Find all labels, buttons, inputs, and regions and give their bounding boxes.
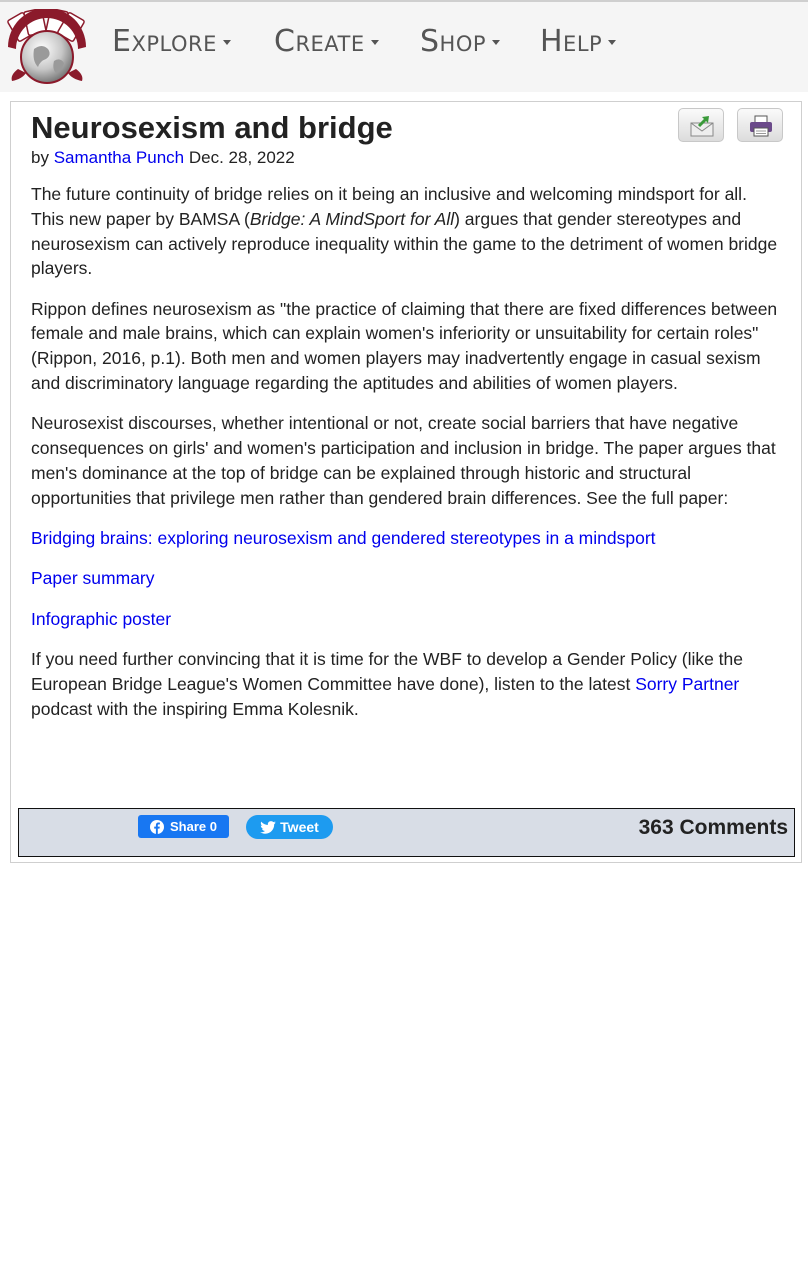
paper-summary-link[interactable]: Paper summary — [31, 568, 155, 589]
paragraph-closing-text-b: podcast with the inspiring Emma Kolesnik. — [31, 698, 359, 719]
byline — [31, 148, 295, 168]
nav-create-label: Create — [274, 24, 365, 59]
nav-explore-label: Explore — [112, 24, 217, 59]
printer-icon — [748, 114, 774, 138]
paragraph-closing — [31, 647, 783, 721]
comments-count-link[interactable]: 363 Comments — [638, 816, 788, 839]
post-date: Dec. 28, 2022 — [188, 148, 295, 167]
facebook-icon — [150, 820, 164, 834]
nav-create[interactable] — [274, 24, 379, 59]
caret-down-icon — [608, 40, 616, 45]
paragraph-poster-link — [31, 607, 783, 632]
bridge-winners-logo[interactable] — [4, 9, 90, 85]
author-link[interactable]: Samantha Punch — [53, 148, 185, 167]
infographic-poster-link[interactable]: Infographic poster — [31, 608, 172, 629]
caret-down-icon — [492, 40, 500, 45]
sorry-partner-link[interactable]: Sorry Partner — [635, 673, 740, 694]
nav-shop[interactable] — [420, 24, 500, 59]
email-share-icon — [689, 114, 715, 138]
twitter-bird-icon — [260, 821, 276, 834]
paragraph-intro — [31, 182, 783, 281]
paragraph-intro-text-b: ) argues that gender stereotypes and neurosexism can actively reproduce inequality within the game to the detriment of women bridge players. — [31, 208, 778, 279]
paragraph-intro-text-a: The future continuity of bridge relies on it being an inclusive and welcoming mindsport for all. This new paper by BAMSA ( — [31, 184, 747, 229]
nav-explore[interactable] — [112, 24, 231, 59]
caret-down-icon — [223, 40, 231, 45]
facebook-share-button[interactable] — [138, 815, 229, 838]
bamsa-name: Bridge: A MindSport for All — [249, 208, 455, 229]
tweet-button[interactable] — [246, 815, 333, 839]
byline-prefix: by — [31, 148, 49, 167]
article-title: Neurosexism and bridge — [31, 110, 393, 145]
paragraph-closing-text-a: If you need further convincing that it is time for the WBF to develop a Gender Policy (like the European Bridge League's Women Committee have done), listen to the latest — [31, 648, 744, 694]
nav-help[interactable] — [540, 24, 616, 59]
paragraph-definition: Rippon defines neurosexism as "the practice of claiming that there are fixed differences between female and male brains, which can explain women's inferiority or unsuitability for certain roles" (Rippon, 2016, p.1). Both men and women players may inadvertently engage in casual sexism and discriminatory language regarding the aptitudes and abilities of women players. — [31, 298, 778, 394]
caret-down-icon — [371, 40, 379, 45]
facebook-share-label: Share 0 — [170, 819, 217, 834]
nav-help-label: Help — [540, 24, 603, 59]
share-bar — [18, 808, 795, 857]
full-paper-link[interactable]: Bridging brains: exploring neurosexism and gendered stereotypes in a mindsport — [31, 528, 656, 549]
tweet-label: Tweet — [280, 819, 319, 835]
article-body — [31, 182, 783, 737]
article-panel — [10, 101, 802, 863]
paragraph-discourses: Neurosexist discourses, whether intentional or not, create social barriers that have negative consequences on girls' and women's participation and inclusion in bridge. The paper argues that men's dominance at the top of bridge can be explained through historic and structural opportunities that privilege men rather than gendered brain differences. See the full paper: — [31, 413, 776, 508]
navbar — [0, 0, 808, 92]
paragraph-summary-link — [31, 566, 783, 591]
nav-shop-label: Shop — [420, 24, 487, 59]
paragraph-paper-link — [31, 526, 783, 551]
print-button[interactable] — [737, 108, 783, 142]
share-email-button[interactable] — [678, 108, 724, 142]
